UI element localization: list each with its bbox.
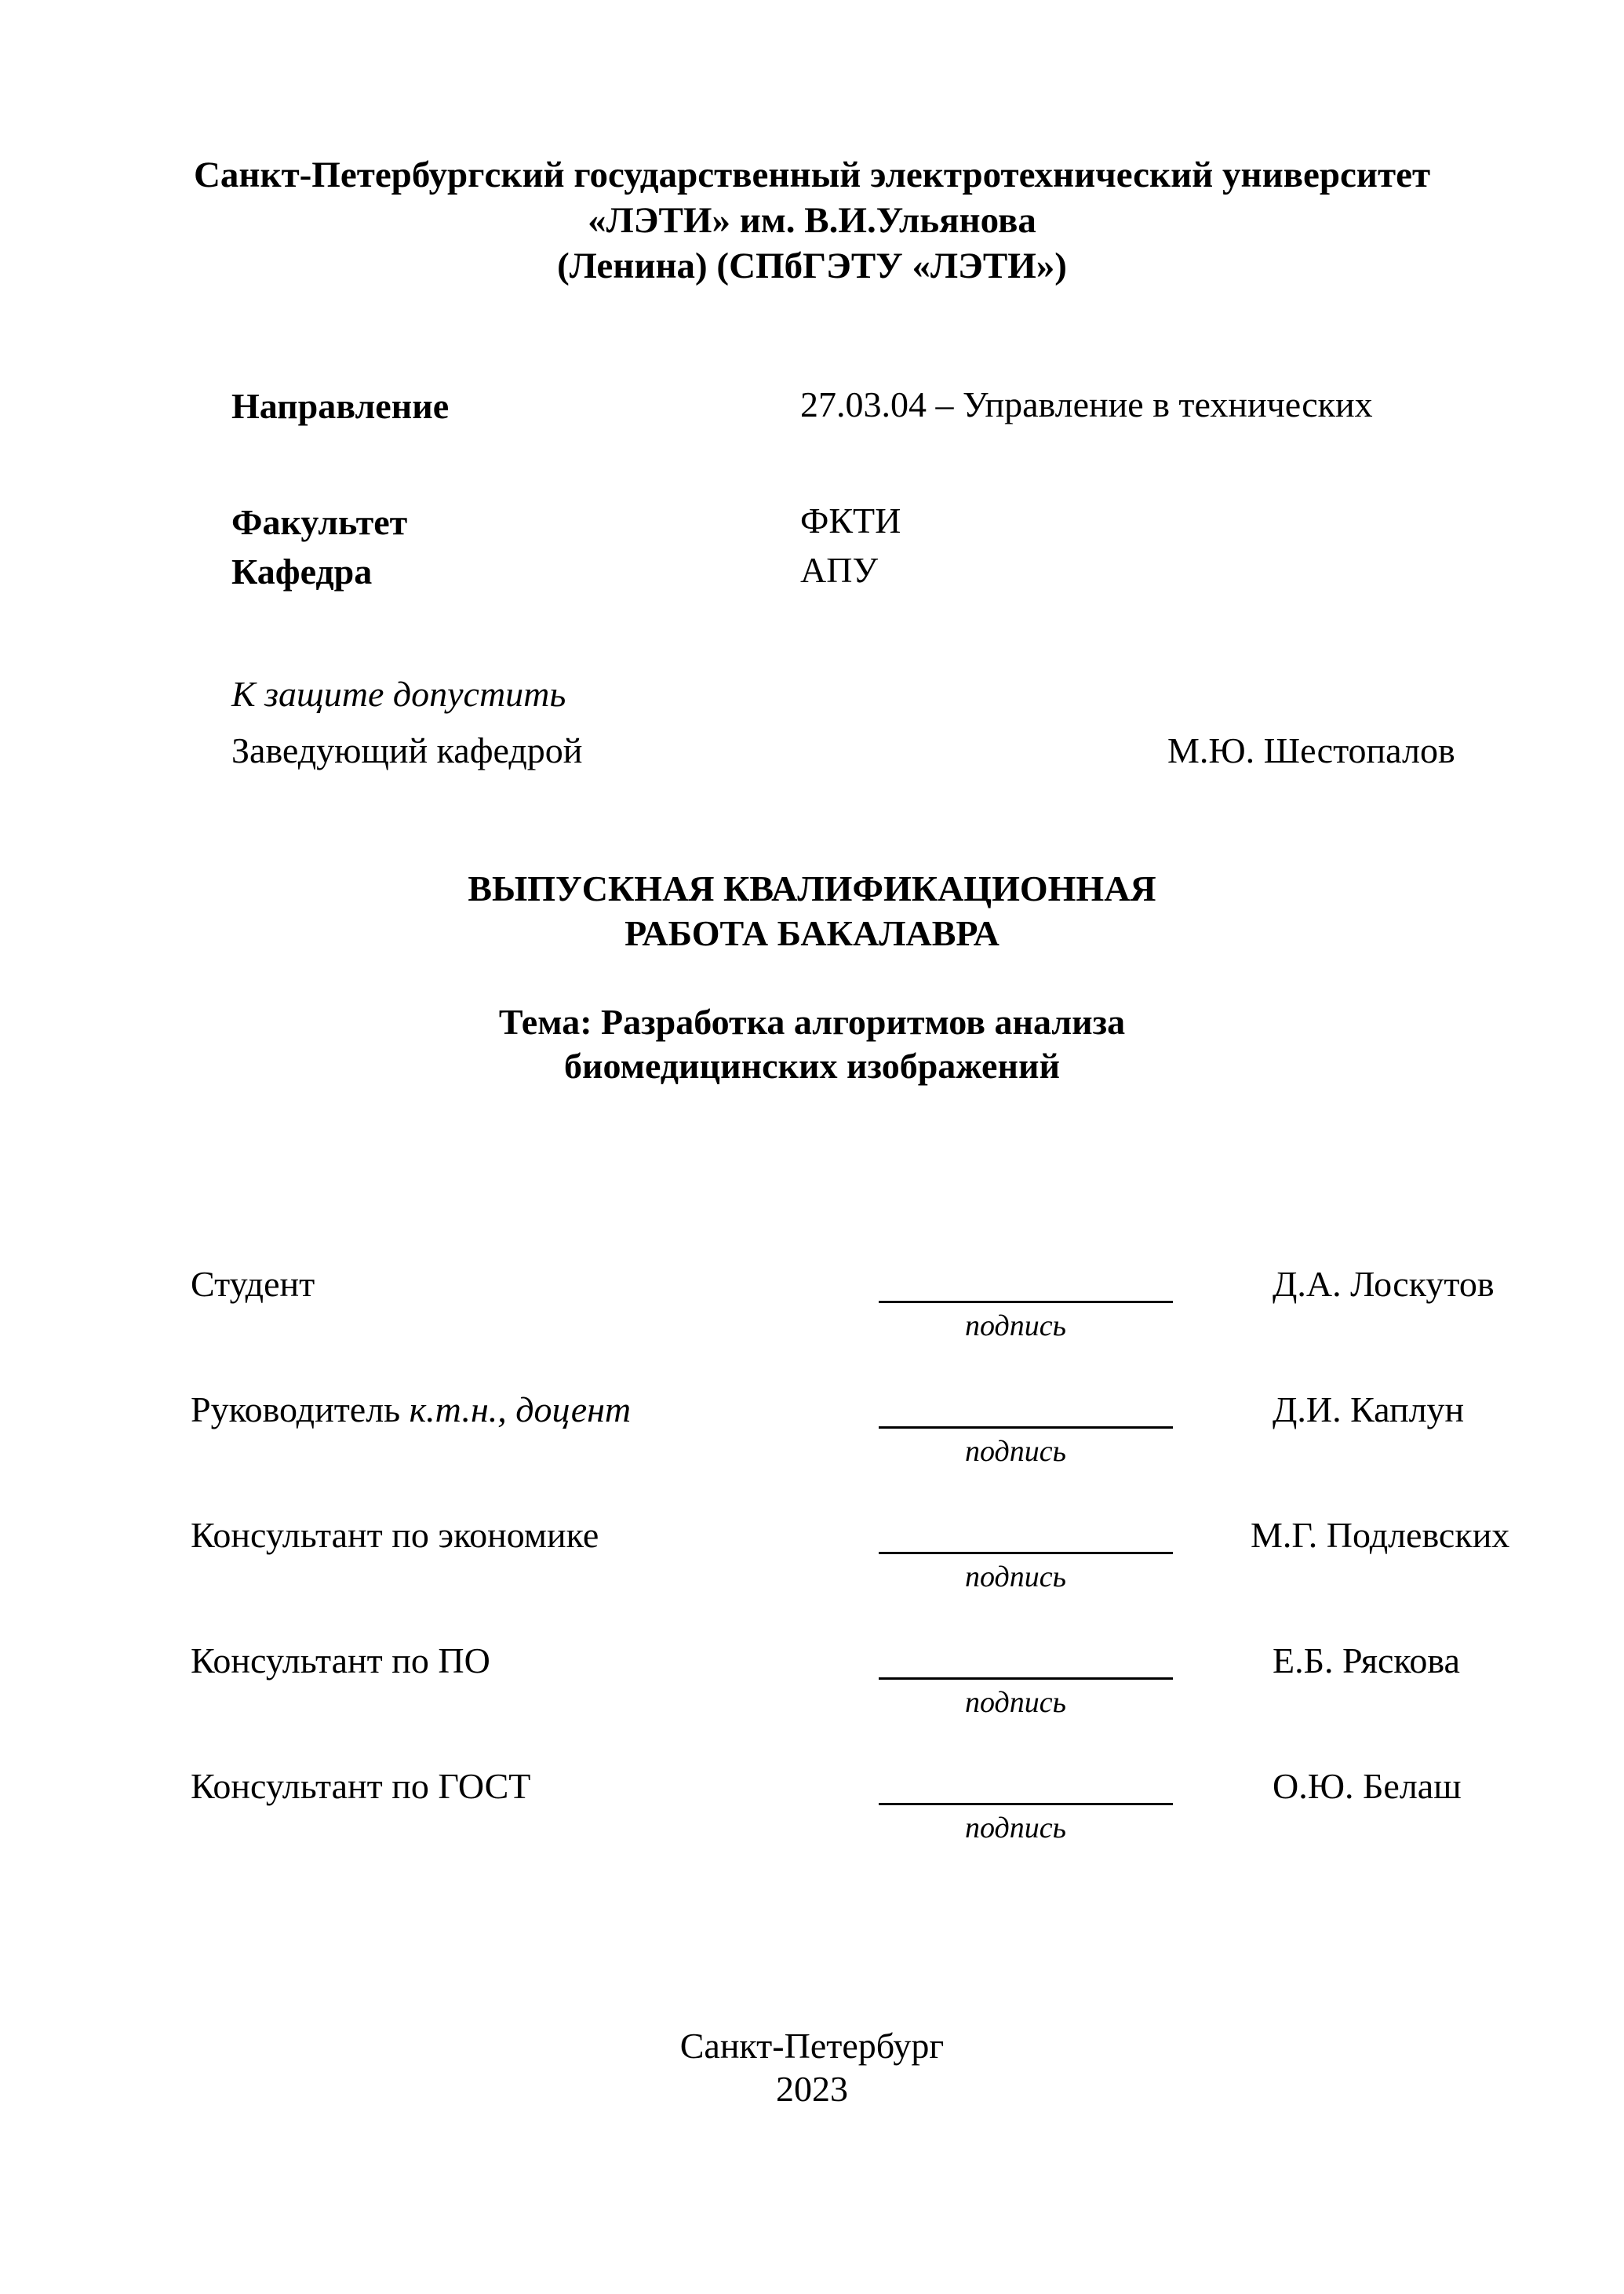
- signature-line: [879, 1552, 1173, 1554]
- signature-role: [191, 1266, 315, 1302]
- admit-to-defense: К защите допустить: [231, 674, 566, 714]
- university-name-line2: «ЛЭТИ» им. В.И.Ульянова: [588, 200, 1036, 241]
- signature-role: [191, 1517, 599, 1553]
- signature-name: Д.А. Лоскутов: [1273, 1264, 1495, 1304]
- signature-caption: подпись: [965, 1686, 1066, 1719]
- signature-caption: подпись: [965, 1435, 1066, 1468]
- head-of-department-name: М.Ю. Шестопалов: [1167, 730, 1455, 770]
- department-value: АПУ: [800, 550, 879, 590]
- signature-caption: подпись: [965, 1309, 1066, 1342]
- thesis-topic-line2: биомедицинских изображений: [564, 1046, 1060, 1086]
- signature-role-text: Руководитель: [191, 1389, 410, 1429]
- footer-city: Санкт-Петербург: [679, 2026, 945, 2066]
- direction-value: 27.03.04 – Управление в технических: [800, 384, 1373, 424]
- footer-year: 2023: [776, 2069, 848, 2109]
- signature-caption: подпись: [965, 1560, 1066, 1593]
- university-name-line3: (Ленина) (СПбГЭТУ «ЛЭТИ»): [557, 246, 1067, 286]
- signature-line: [879, 1677, 1173, 1680]
- signature-role-text: Консультант по ПО: [191, 1640, 490, 1680]
- faculty-value: ФКТИ: [800, 501, 901, 541]
- department-label: Кафедра: [231, 552, 373, 592]
- faculty-label: Факультет: [231, 502, 408, 542]
- head-of-department-label: Заведующий кафедрой: [231, 730, 583, 770]
- direction-label: Направление: [231, 386, 450, 426]
- thesis-topic-line1: Тема: Разработка алгоритмов анализа: [498, 1002, 1126, 1042]
- signature-line: [879, 1803, 1173, 1805]
- signature-role-text: Студент: [191, 1264, 315, 1304]
- university-name-line1: Санкт-Петербургский государственный электротехнический университет: [193, 155, 1431, 195]
- thesis-type-line2: РАБОТА БАКАЛАВРА: [624, 913, 1000, 953]
- signature-role: [191, 1389, 632, 1429]
- signature-role-text: Консультант по ГОСТ: [191, 1766, 531, 1806]
- signature-role: [191, 1768, 530, 1804]
- signature-caption: подпись: [965, 1812, 1066, 1844]
- signature-name: Е.Б. Ряскова: [1273, 1640, 1460, 1680]
- signature-role-suffix: к.т.н., доцент: [409, 1389, 632, 1429]
- signature-line: [879, 1301, 1173, 1303]
- signature-name: М.Г. Подлевских: [1251, 1515, 1510, 1555]
- signature-name: Д.И. Каплун: [1273, 1389, 1465, 1429]
- thesis-type-line1: ВЫПУСКНАЯ КВАЛИФИКАЦИОННАЯ: [468, 868, 1156, 908]
- signature-role: [191, 1640, 490, 1680]
- signature-role-text: Консультант по экономике: [191, 1515, 599, 1555]
- signature-line: [879, 1426, 1173, 1429]
- signature-name: О.Ю. Белаш: [1273, 1766, 1462, 1806]
